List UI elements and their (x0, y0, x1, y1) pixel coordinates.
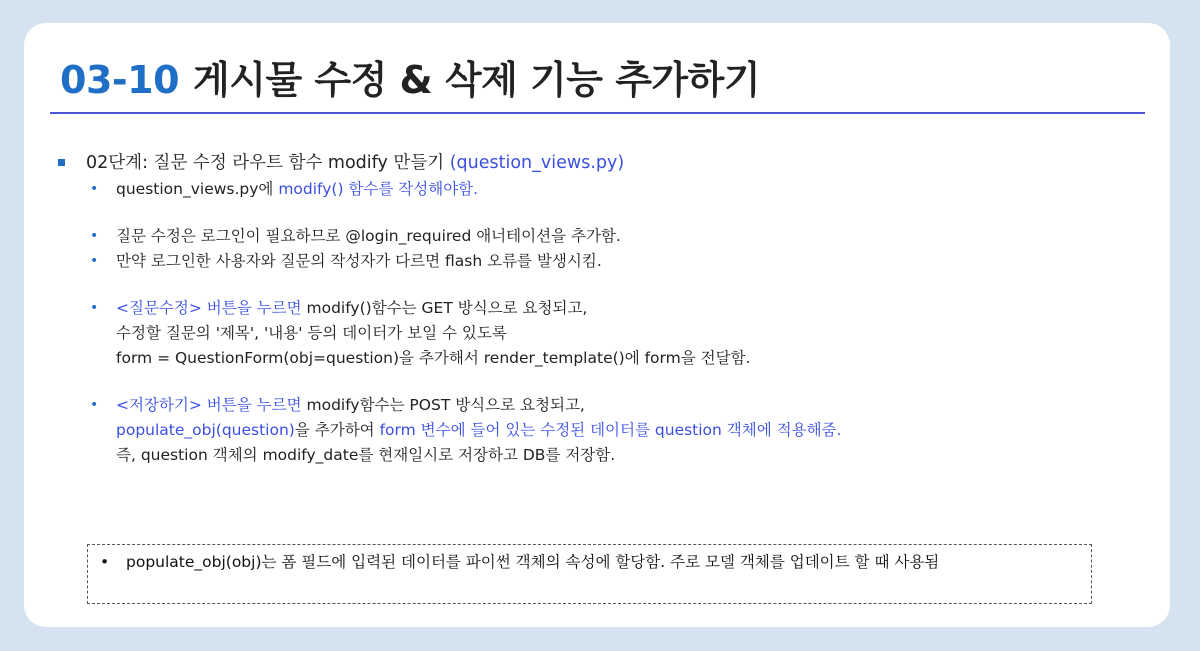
item-text: 만약 로그인한 사용자와 질문의 작성자가 다르면 flash 오류를 발생시킴. (116, 252, 602, 270)
bullet-icon: • (90, 228, 99, 244)
list-item-continuation: 수정할 질문의 '제목', '내용' 등의 데이터가 보일 수 있도록 (116, 324, 507, 342)
item-highlight: populate_obj(question) (116, 421, 295, 439)
note-box (87, 544, 1092, 604)
list-item-continuation: form = QuestionForm(obj=question)을 추가해서 render_template()에 form을 전달함. (116, 349, 751, 367)
content (58, 149, 1148, 468)
slide-card (24, 23, 1170, 627)
title-divider (50, 112, 1145, 114)
section-label: 02단계: 질문 수정 라우트 함수 modify 만들기 (86, 153, 450, 173)
bullet-icon: • (90, 300, 99, 316)
note-text: populate_obj(obj)는 폼 필드에 입력된 데이터를 파이썬 객체의 속성에 할당함. 주로 모델 객체를 업데이트 할 때 사용됨 (126, 553, 940, 571)
bullet-icon: • (90, 253, 99, 269)
list-item-continuation: 즉, question 객체의 modify_date를 현재일시로 저장하고 DB를 저장함. (116, 446, 616, 464)
section-file: (question_views.py) (449, 153, 625, 173)
bullet-icon: • (100, 553, 110, 571)
list-item (58, 296, 1148, 321)
item-highlight: <질문수정> 버튼을 누르면 (116, 299, 307, 317)
list-item (58, 249, 1148, 274)
item-highlight: form 변수에 들어 있는 수정된 데이터를 question 객체에 적용해줌. (379, 421, 842, 439)
title-text: 게시물 수정 & 삭제 기능 추가하기 (193, 58, 761, 102)
item-highlight: modify() 함수를 작성해야함. (278, 180, 479, 198)
list-item (58, 177, 1148, 202)
list-item (58, 224, 1148, 249)
square-bullet-icon (58, 159, 65, 166)
section-heading (58, 149, 1148, 177)
item-text: 질문 수정은 로그인이 필요하므로 @login_required 애너테이션을 추가함. (116, 227, 621, 245)
item-text: modify()함수는 GET 방식으로 요청되고, (306, 299, 588, 317)
note-item (100, 551, 1081, 574)
bullet-icon: • (90, 181, 99, 197)
item-text: 을 추가하여 (294, 421, 380, 439)
item-text: modify함수는 POST 방식으로 요청되고, (306, 396, 585, 414)
title-number: 03-10 (60, 58, 180, 102)
bullet-icon: • (90, 397, 99, 413)
list-item (58, 393, 1148, 418)
slide-title (60, 49, 760, 104)
item-text: question_views.py에 (116, 180, 279, 198)
item-highlight: <저장하기> 버튼을 누르면 (116, 396, 307, 414)
list-item-continuation (58, 418, 1148, 443)
